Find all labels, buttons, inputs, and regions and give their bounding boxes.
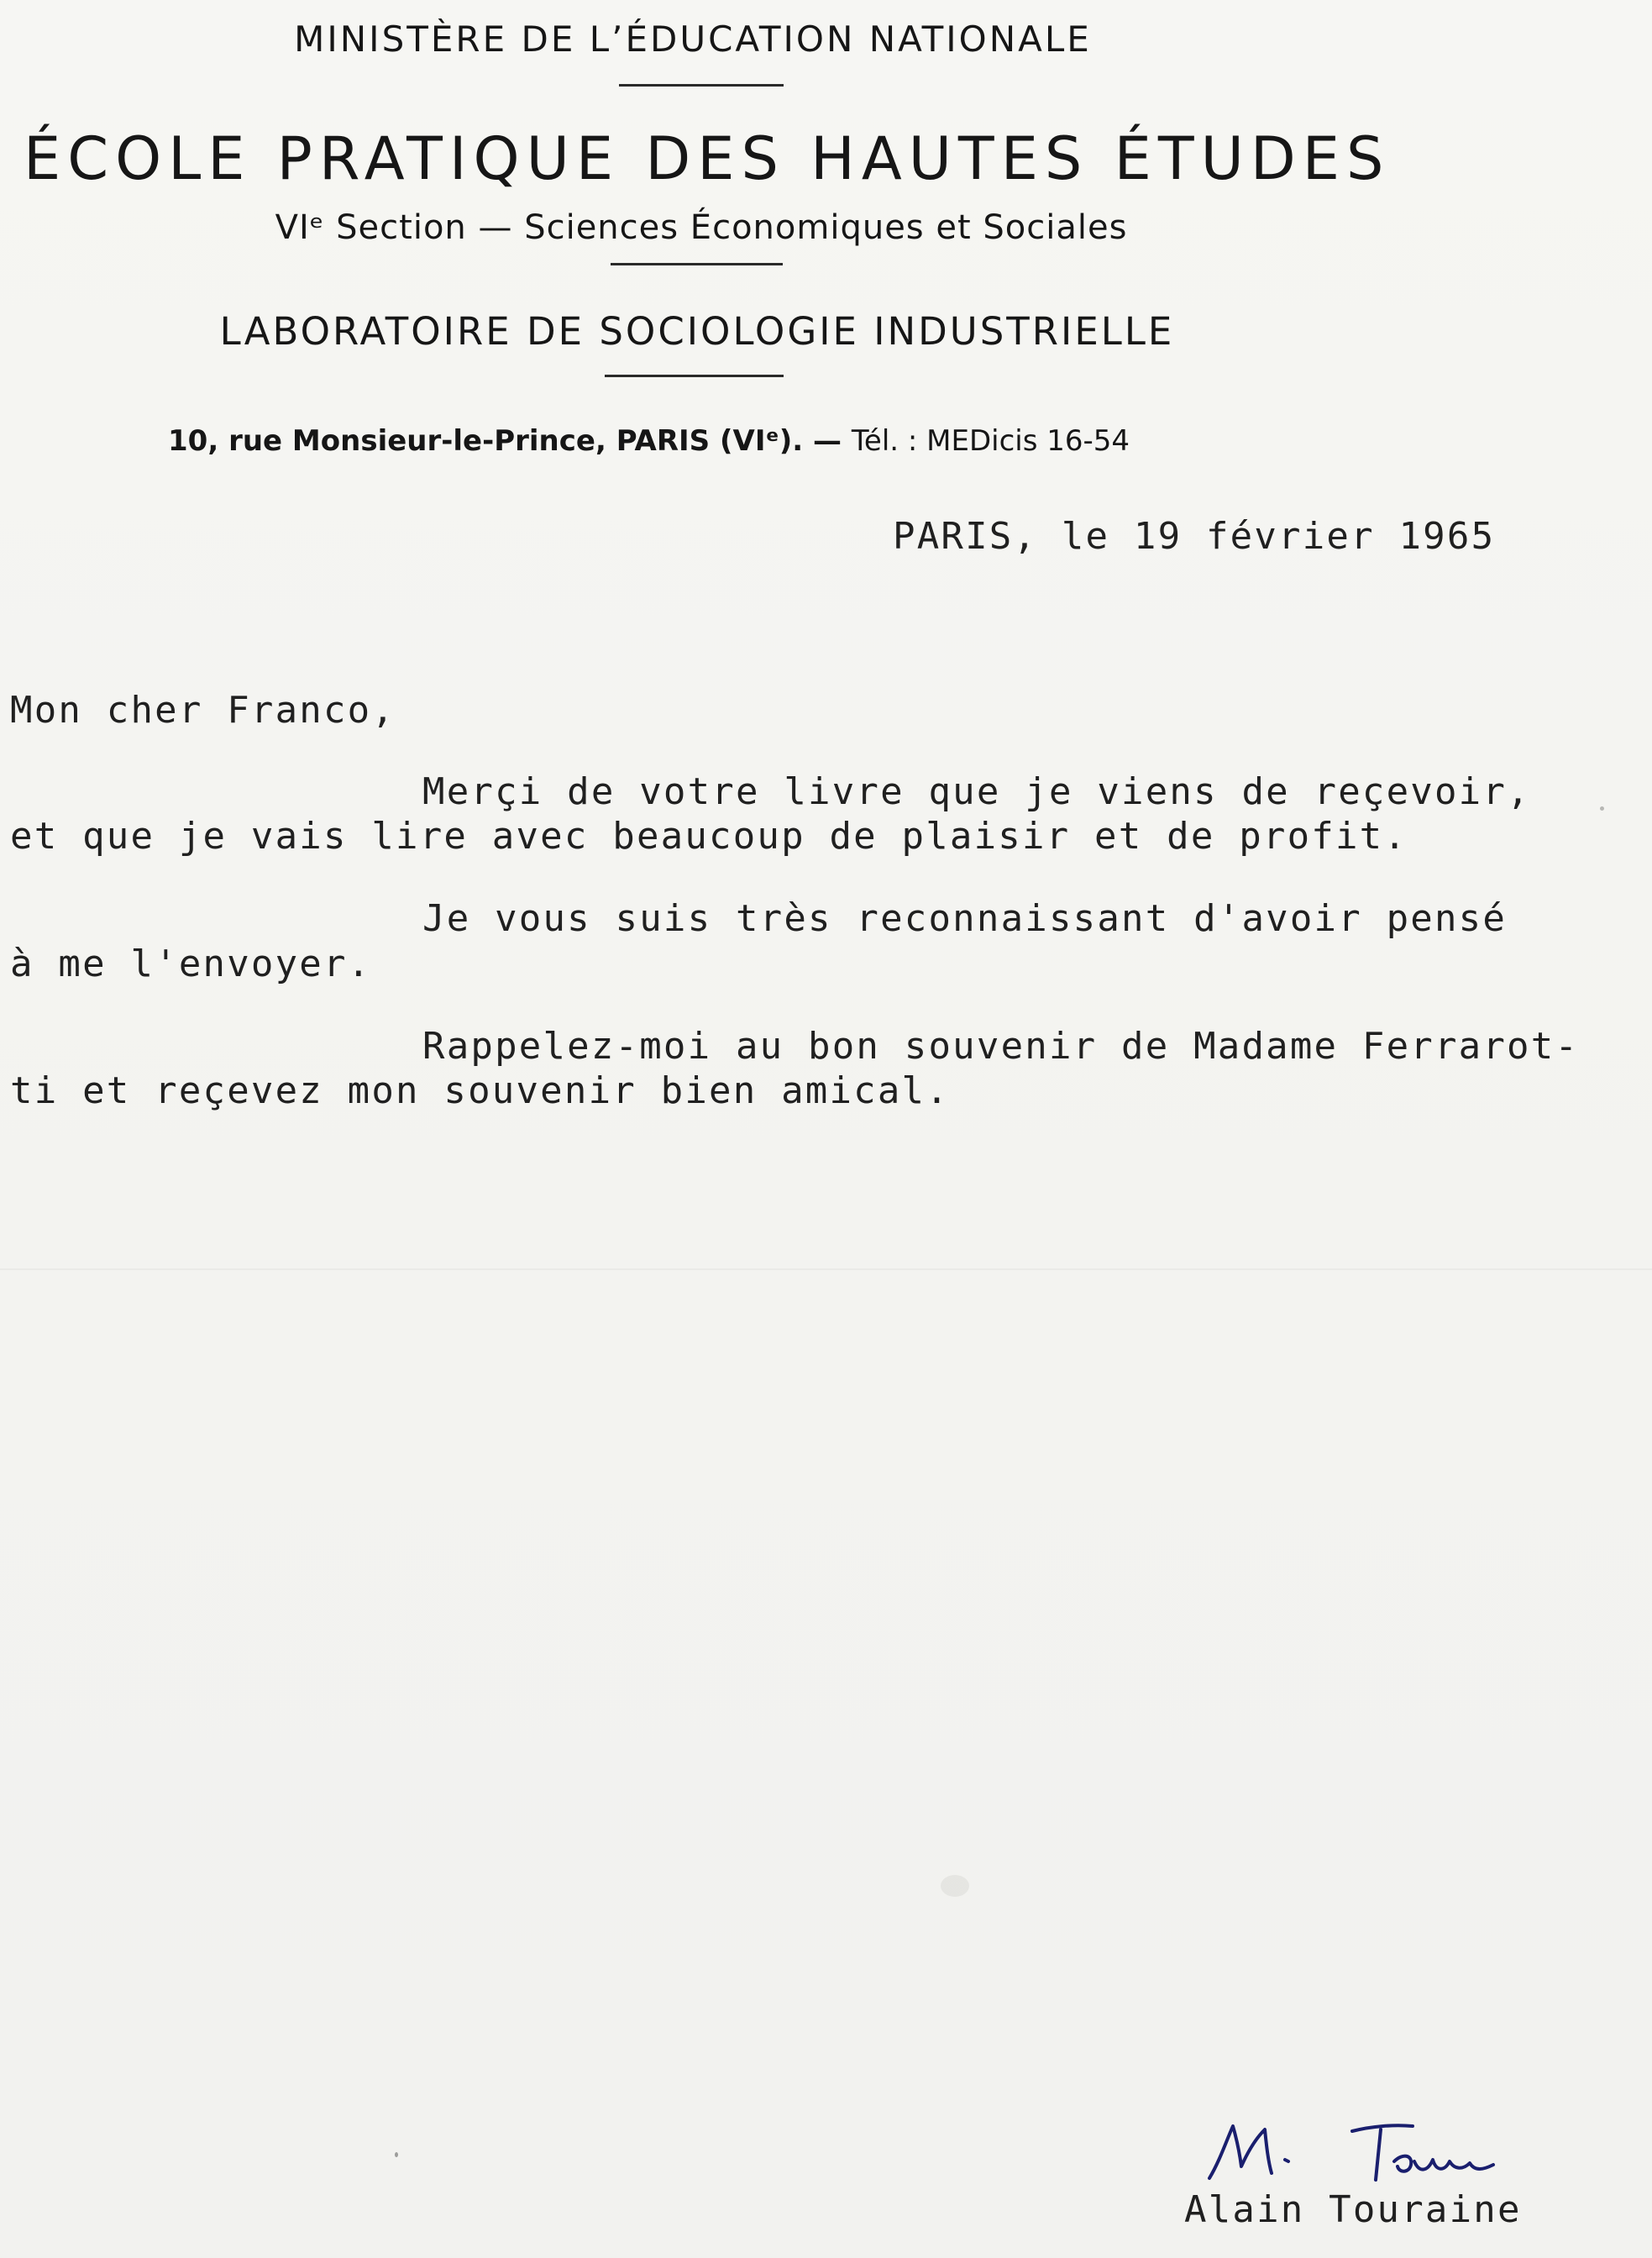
paper-speck (1600, 806, 1604, 811)
letterhead-address: 10, rue Monsieur-le-Prince, PARIS (VIᵉ). — (168, 424, 842, 458)
handwritten-signature (1193, 2113, 1545, 2192)
letter-salutation: Mon cher Franco, (10, 689, 396, 732)
letterhead-divider (611, 263, 783, 265)
letter-paragraph-3-line-1: Rappelez-moi au bon souvenir de Madame Ferrarot- (422, 1025, 1580, 1068)
letterhead-address-line (168, 424, 1260, 458)
letter-paragraph-1-line-2: et que je vais lire avec beaucoup de plaisir et de profit. (10, 815, 1408, 858)
paper-speck (395, 2152, 398, 2157)
letter-date: PARIS, le 19 février 1965 (893, 515, 1496, 558)
letter-signatory-name: Alain Touraine (1184, 2188, 1522, 2231)
letterhead-section: VIᵉ Section — Sciences Économiques et Sociales (275, 208, 1128, 247)
letter-paragraph-2-line-1: Je vous suis très reconnaissant d'avoir pensé (422, 897, 1508, 940)
paper-stain (941, 1875, 969, 1897)
letterhead-laboratory: LABORATOIRE DE SOCIOLOGIE INDUSTRIELLE (219, 309, 1175, 354)
letter-paragraph-1-line-1: Merçi de votre livre que je viens de reçevoir, (422, 770, 1531, 813)
letterhead-phone: Tél. : MEDicis 16-54 (851, 424, 1130, 458)
letterhead-divider (605, 375, 784, 377)
letterhead-divider (619, 84, 784, 87)
letterhead-ministry: MINISTÈRE DE L’ÉDUCATION NATIONALE (294, 18, 1092, 60)
letter-paragraph-3-line-2: ti et reçevez mon souvenir bien amical. (10, 1069, 950, 1112)
paper-fold (0, 1268, 1652, 1270)
letter-paragraph-2-line-2: à me l'envoyer. (10, 943, 372, 985)
letterhead-school: ÉCOLE PRATIQUE DES HAUTES ÉTUDES (24, 124, 1391, 193)
